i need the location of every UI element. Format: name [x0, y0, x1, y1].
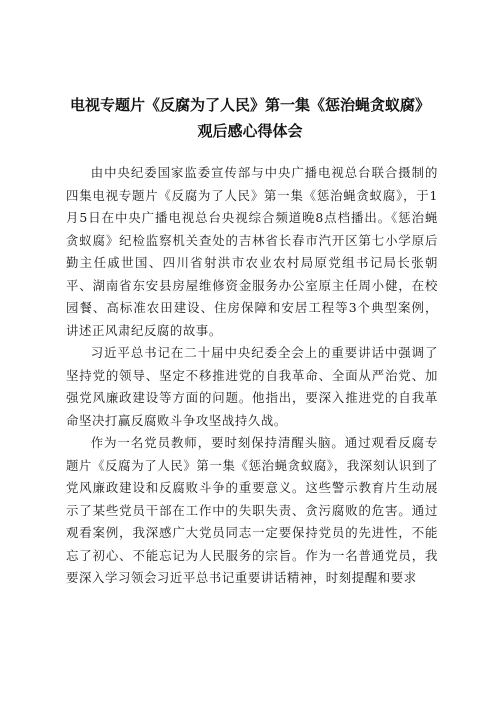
document-body — [66, 162, 438, 590]
document-title-line1: 电视专题片《反腐为了人民》第一集《惩治蝇贪蚁腐》 — [69, 96, 430, 114]
document-title-line2: 观后感心得体会 — [197, 122, 303, 140]
paragraph-1: 由中央纪委国家监委宣传部与中央广播电视总台联合摄制的四集电视专题片《反腐为了人民》第一集《惩治蝇贪蚁腐》，于1月5日在中央广播电视总台央视综合频道晚8点档播出。《惩治蝇贪蚁腐》纪检监察机关查处的吉林省长春市汽开区第七小学原后勤主任戚世国、四川省射洪市农业农村局原党组书记局长张朝平、湖南省东安县房屋维修资金服务办公室原主任周小健，在校园餐、高标准农田建设、住房保障和安居工程等3个典型案例，讲述正风肃纪反腐的故事。 — [66, 165, 438, 338]
paragraph-3: 作为一名党员教师，要时刻保持清醒头脑。通过观看反腐专题片《反腐为了人民》第一集《惩治蝇贪蚁腐》，我深刻认识到了党风廉政建设和反腐败斗争的重要意义。这些警示教育片生动展示了某些党员干部在工作中的失职失责、贪污腐败的危害。通过观看案例，我深感广大党员同志一定要保持党员的先进性，不能忘了初心、不能忘记为人民服务的宗旨。作为一名普通党员，我要深入学习领会习近平总书记重要讲话精神，时刻提醒和要求 — [66, 435, 438, 585]
paragraph-2: 习近平总书记在二十届中央纪委全会上的重要讲话中强调了坚持党的领导、坚定不移推进党的自我革命、全面从严治党、加强党风廉政建设等方面的问题。他指出，要深入推进党的自我革命坚决打赢反腐败斗争攻坚战持久战。 — [66, 345, 438, 428]
